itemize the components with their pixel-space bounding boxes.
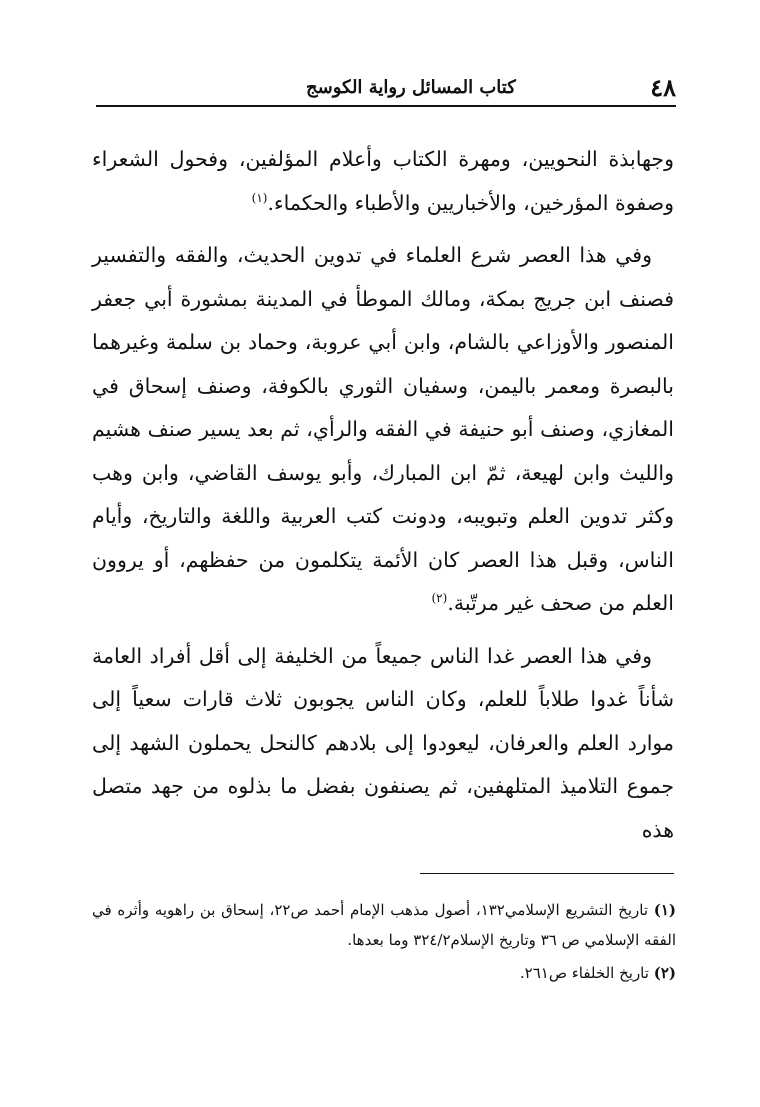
- paragraph-3: [92, 635, 674, 853]
- footnote-1-number: (١): [653, 901, 676, 919]
- paragraph-1-text: وجهابذة النحويين، ومهرة الكتاب وأعلام المؤلفين، وفحول الشعراء وصفوة المؤرخين، والأخباريين والأطباء والحكماء.: [92, 147, 674, 215]
- page-header: [96, 74, 676, 102]
- footnote-rule: [420, 873, 674, 874]
- footnote-1-text: تاريخ التشريع الإسلامي١٣٢، أصول مذهب الإمام أحمد ص٢٢، إسحاق بن راهويه وأثره في الفقه الإسلامي ص ٣٦ وتاريخ الإسلام٣٢٤/٢ وما بعدها.: [92, 901, 676, 949]
- footnote-1: [92, 895, 676, 955]
- main-text: [92, 138, 674, 861]
- footnote-2-text: تاريخ الخلفاء ص٢٦١.: [519, 964, 649, 982]
- running-title: كتاب المسائل رواية الكوسج: [306, 77, 516, 98]
- footnote-2: [92, 958, 676, 988]
- footnotes: [92, 895, 676, 991]
- header-rule: [96, 105, 676, 107]
- footnote-ref-2: (٢): [431, 591, 448, 606]
- paragraph-2-text: وفي هذا العصر شرع العلماء في تدوين الحديث، والفقه والتفسير فصنف ابن جريج بمكة، ومالك الموطأ في المدينة بمشورة أبي جعفر المنصور والأوزاعي بالشام، وابن أبي عروبة، وحماد بن سلمة وغيرهما بالبصرة ومعمر باليمن، وسفيان الثوري بالكوفة، وصنف إسحاق في المغازي، وصنف أبو حنيفة في الفقه والرأي، ثم بعد يسير صنف هشيم والليث وابن لهيعة، ثمّ ابن المبارك، وأبو يوسف القاضي، وابن وهب وكثر تدوين العلم وتبويبه، ودونت كتب العربية واللغة والتاريخ، وأيام الناس، وقبل هذا العصر كان الأئمة يتكلمون من حفظهم، أو يروون العلم من صحف غير مرتّبة.: [92, 243, 674, 615]
- footnote-2-number: (٢): [653, 964, 676, 982]
- paragraph-1: [92, 138, 674, 225]
- paragraph-2: [92, 234, 674, 626]
- page-number: ٤٨: [650, 73, 676, 102]
- footnote-ref-1: (١): [251, 190, 268, 205]
- paragraph-3-text: وفي هذا العصر غدا الناس جميعاً من الخليفة إلى أقل أفراد العامة شأناً غدوا طلاباً للعلم، وكان الناس يجوبون ثلاث قارات سعياً إلى موارد العلم والعرفان، ليعودوا إلى بلادهم كالنحل يحملون الشهد إلى جموع التلاميذ المتلهفين، ثم يصنفون بفضل ما بذلوه من جهد متصل هذه: [92, 643, 674, 842]
